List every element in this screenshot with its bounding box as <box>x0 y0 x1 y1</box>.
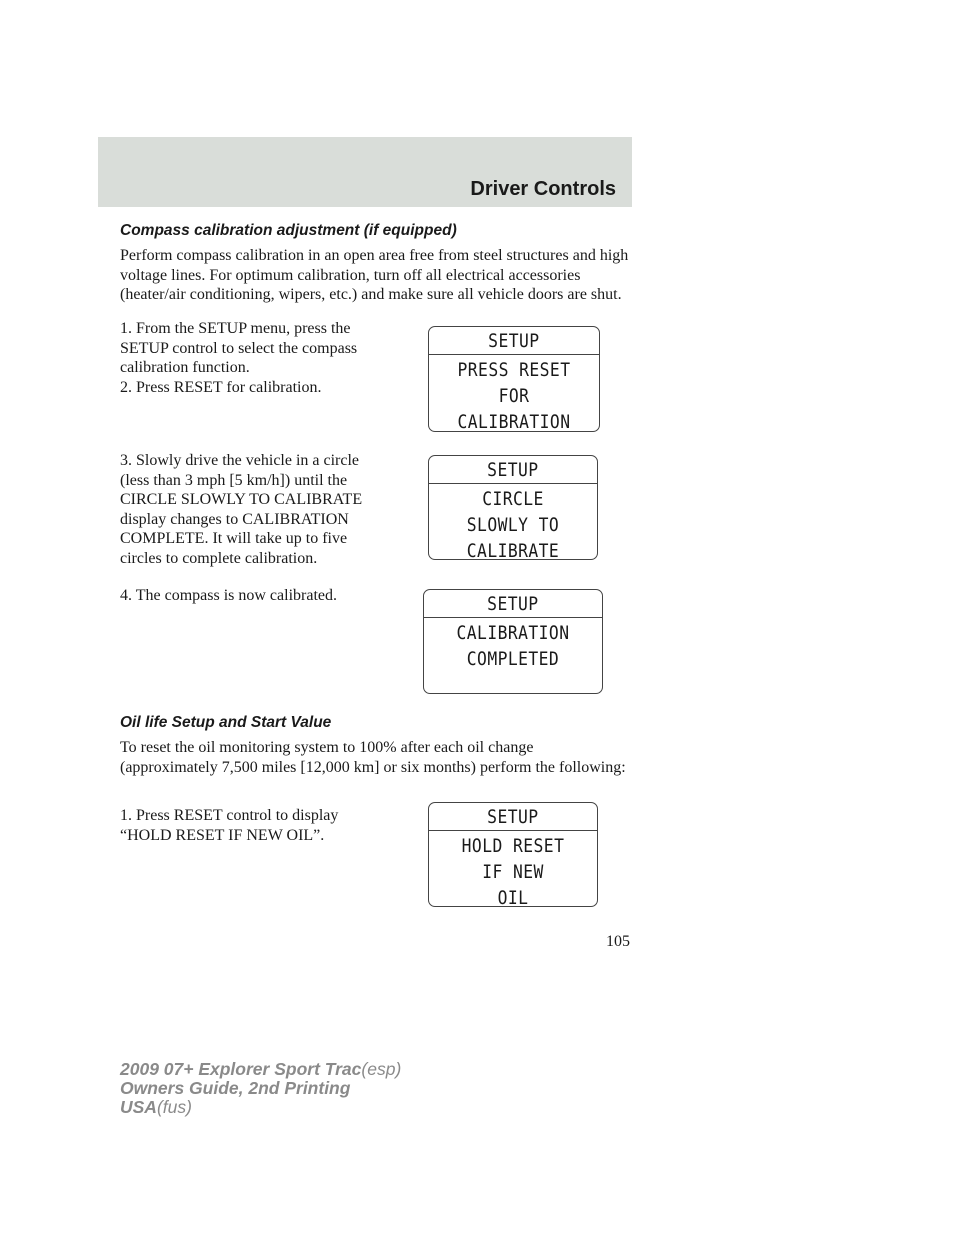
lcd-line: SLOWLY TO <box>466 514 560 536</box>
lcd-title: SETUP <box>487 805 539 828</box>
lcd-line: CALIBRATE <box>466 540 560 562</box>
footer-line-3 <box>120 1098 401 1117</box>
compass-intro: Perform compass calibration in an open area free from steel structures and high voltage lines. For optimum calibration, turn off all electrical accessories (heater/air conditioning, wipers, etc.) and make sure all vehicle doors are shut. <box>120 247 629 303</box>
page-number: 105 <box>606 933 630 950</box>
lcd-line: CALIBRATION <box>456 622 570 644</box>
compass-step-2: 2. Press RESET for calibration. <box>120 379 322 396</box>
compass-step-3: 3. Slowly drive the vehicle in a circle (less than 3 mph [5 km/h]) until the CIRCLE SLOWLY TO CALIBRATE display changes to CALIBRATION COMPLETE. It will take up to five circles to complete calibration. <box>120 452 363 567</box>
footer <box>120 1060 401 1117</box>
lcd-title: SETUP <box>487 458 539 481</box>
lcd-title: SETUP <box>487 592 539 615</box>
lcd-line: IF NEW <box>482 861 544 883</box>
lcd-line: OIL <box>497 887 529 909</box>
compass-step-1: 1. From the SETUP menu, press the SETUP control to select the compass calibration function. <box>120 320 358 376</box>
compass-heading: Compass calibration adjustment (if equipped) <box>120 222 457 239</box>
footer-line-2: Owners Guide, 2nd Printing <box>120 1078 351 1098</box>
lcd-line: HOLD RESET <box>461 835 565 857</box>
lcd-line: COMPLETED <box>466 648 560 670</box>
compass-step-4: 4. The compass is now calibrated. <box>120 587 337 604</box>
lcd-line: CALIBRATION <box>457 411 571 433</box>
lcd-display-press-reset <box>428 326 600 432</box>
oil-step-1: 1. Press RESET control to display “HOLD RESET IF NEW OIL”. <box>120 807 339 844</box>
lcd-display-circle-slowly <box>428 455 598 560</box>
footer-model-code: (esp) <box>361 1059 402 1079</box>
lcd-display-hold-reset <box>428 802 598 907</box>
lcd-display-calibration-completed <box>423 589 603 694</box>
lcd-line: FOR <box>498 385 530 407</box>
lcd-title: SETUP <box>488 329 540 352</box>
lcd-line: PRESS RESET <box>457 359 571 381</box>
oil-heading: Oil life Setup and Start Value <box>120 714 332 731</box>
header-band <box>98 137 632 207</box>
footer-market: USA <box>120 1097 157 1117</box>
section-title: Driver Controls <box>470 178 616 200</box>
footer-line-1 <box>120 1060 401 1079</box>
footer-model: 2009 07+ Explorer Sport Trac <box>120 1059 362 1079</box>
footer-market-code: (fus) <box>156 1097 192 1117</box>
oil-intro: To reset the oil monitoring system to 100% after each oil change (approximately 7,500 miles [12,000 km] or six months) perform the following: <box>120 739 626 776</box>
lcd-line: CIRCLE <box>482 488 544 510</box>
